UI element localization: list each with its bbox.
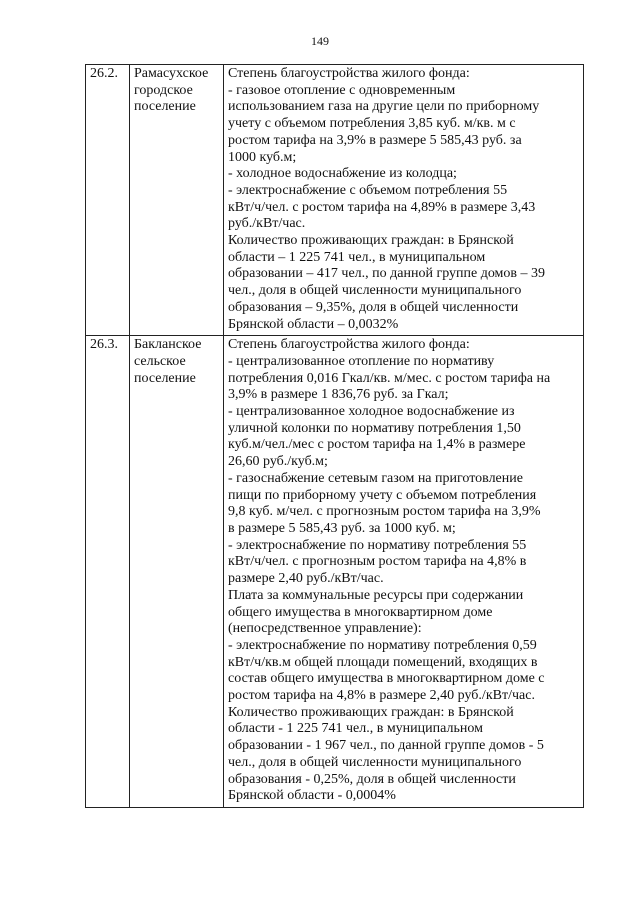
settlement-name-line: Рамасухское [134, 66, 209, 81]
description-line: Степень благоустройства жилого фонда: [228, 66, 470, 81]
description-line: куб.м/чел./мес с ростом тарифа на 1,4% в размере [228, 437, 526, 453]
table-row [86, 336, 584, 808]
settlement-name-line: поселение [134, 99, 196, 115]
description-line: - электроснабжение по нормативу потребления 55 [228, 537, 527, 553]
page-number: 149 [311, 34, 329, 48]
row-number: 26.3. [86, 336, 130, 808]
settlement-name-line: городское [134, 82, 193, 98]
description-line: Брянской области – 0,0032% [228, 316, 399, 332]
settlement-name [130, 336, 224, 808]
description-line: кВт/ч/чел. с ростом тарифа на 4,89% в размере 3,43 [228, 199, 536, 215]
description-line: - газоснабжение сетевым газом на приготовление [228, 470, 523, 486]
description-line: использованием газа на другие цели по приборному [228, 99, 540, 115]
settlement-name-line: Бакланское [134, 337, 202, 353]
description-line: руб./кВт/час. [228, 216, 306, 232]
description-line: чел., доля в общей численности муниципального [228, 283, 522, 299]
description-line: (непосредственное управление): [228, 621, 422, 637]
description-line: образовании – 417 чел., по данной группе домов – 39 [228, 266, 546, 282]
description-line: Количество проживающих граждан: в Брянской [228, 704, 514, 720]
description-line: 3,9% в размере 1 836,76 руб. за Гкал; [228, 387, 449, 403]
description-line: пищи по приборному учету с объемом потребления [228, 487, 537, 503]
description-line: - электроснабжение с объемом потребления 55 [228, 182, 508, 198]
description-line: ростом тарифа на 3,9% в размере 5 585,43 руб. за [228, 132, 522, 148]
settlement-name [130, 65, 224, 336]
description-line: Брянской области - 0,0004% [228, 788, 396, 804]
description-line: учету с объемом потребления 3,85 куб. м/кв. м с [228, 116, 516, 132]
description-line: Степень благоустройства жилого фонда: [228, 337, 470, 353]
description-line: образования – 9,35%, доля в общей численности [228, 299, 519, 315]
description-line: 9,8 куб. м/чел. с прогнозным ростом тарифа на 3,9% [228, 504, 541, 520]
description-line: ростом тарифа на 4,8% в размере 2,40 руб./кВт/час. [228, 688, 535, 704]
row-number: 26.2. [86, 65, 130, 336]
description-line: образования - 0,25%, доля в общей численности [228, 771, 516, 787]
description-line: кВт/ч/кв.м общей площади помещений, входящих в [228, 654, 538, 670]
description-line: - централизованное отопление по нормативу [228, 353, 495, 369]
description-line: Количество проживающих граждан: в Брянской [228, 233, 514, 249]
description-line: - электроснабжение по нормативу потребления 0,59 [228, 637, 537, 653]
description-line: кВт/ч/чел. с прогнозным ростом тарифа на 4,8% в [228, 554, 527, 570]
description-line: области - 1 225 741 чел., в муниципальном [228, 721, 483, 737]
description-line: - холодное водоснабжение из колодца; [228, 166, 457, 182]
settlement-description [224, 65, 584, 336]
table-row [86, 65, 584, 336]
settlements-table [85, 64, 584, 808]
description-line: чел., доля в общей численности муниципального [228, 754, 522, 770]
description-line: в размере 5 585,43 руб. за 1000 куб. м; [228, 520, 456, 536]
description-line: - централизованное холодное водоснабжение из [228, 404, 515, 420]
description-line: уличной колонки по нормативу потребления 1,50 [228, 420, 521, 436]
description-line: Плата за коммунальные ресурсы при содержании [228, 587, 524, 603]
description-line: размере 2,40 руб./кВт/час. [228, 571, 384, 587]
description-line: 26,60 руб./куб.м; [228, 454, 328, 470]
settlement-name-line: сельское [134, 353, 186, 369]
settlement-name-line: поселение [134, 370, 196, 386]
description-line: состав общего имущества в многоквартирном доме с [228, 671, 545, 687]
description-line: области – 1 225 741 чел., в муниципальном [228, 249, 486, 265]
description-line: общего имущества в многоквартирном доме [228, 604, 493, 620]
description-line: потребления 0,016 Гкал/кв. м/мес. с ростом тарифа на [228, 370, 551, 386]
description-line: образовании - 1 967 чел., по данной группе домов - 5 [228, 738, 544, 754]
description-line: - газовое отопление с одновременным [228, 82, 456, 98]
description-line: 1000 куб.м; [228, 149, 297, 165]
table-body [86, 65, 584, 808]
settlement-description [224, 336, 584, 808]
